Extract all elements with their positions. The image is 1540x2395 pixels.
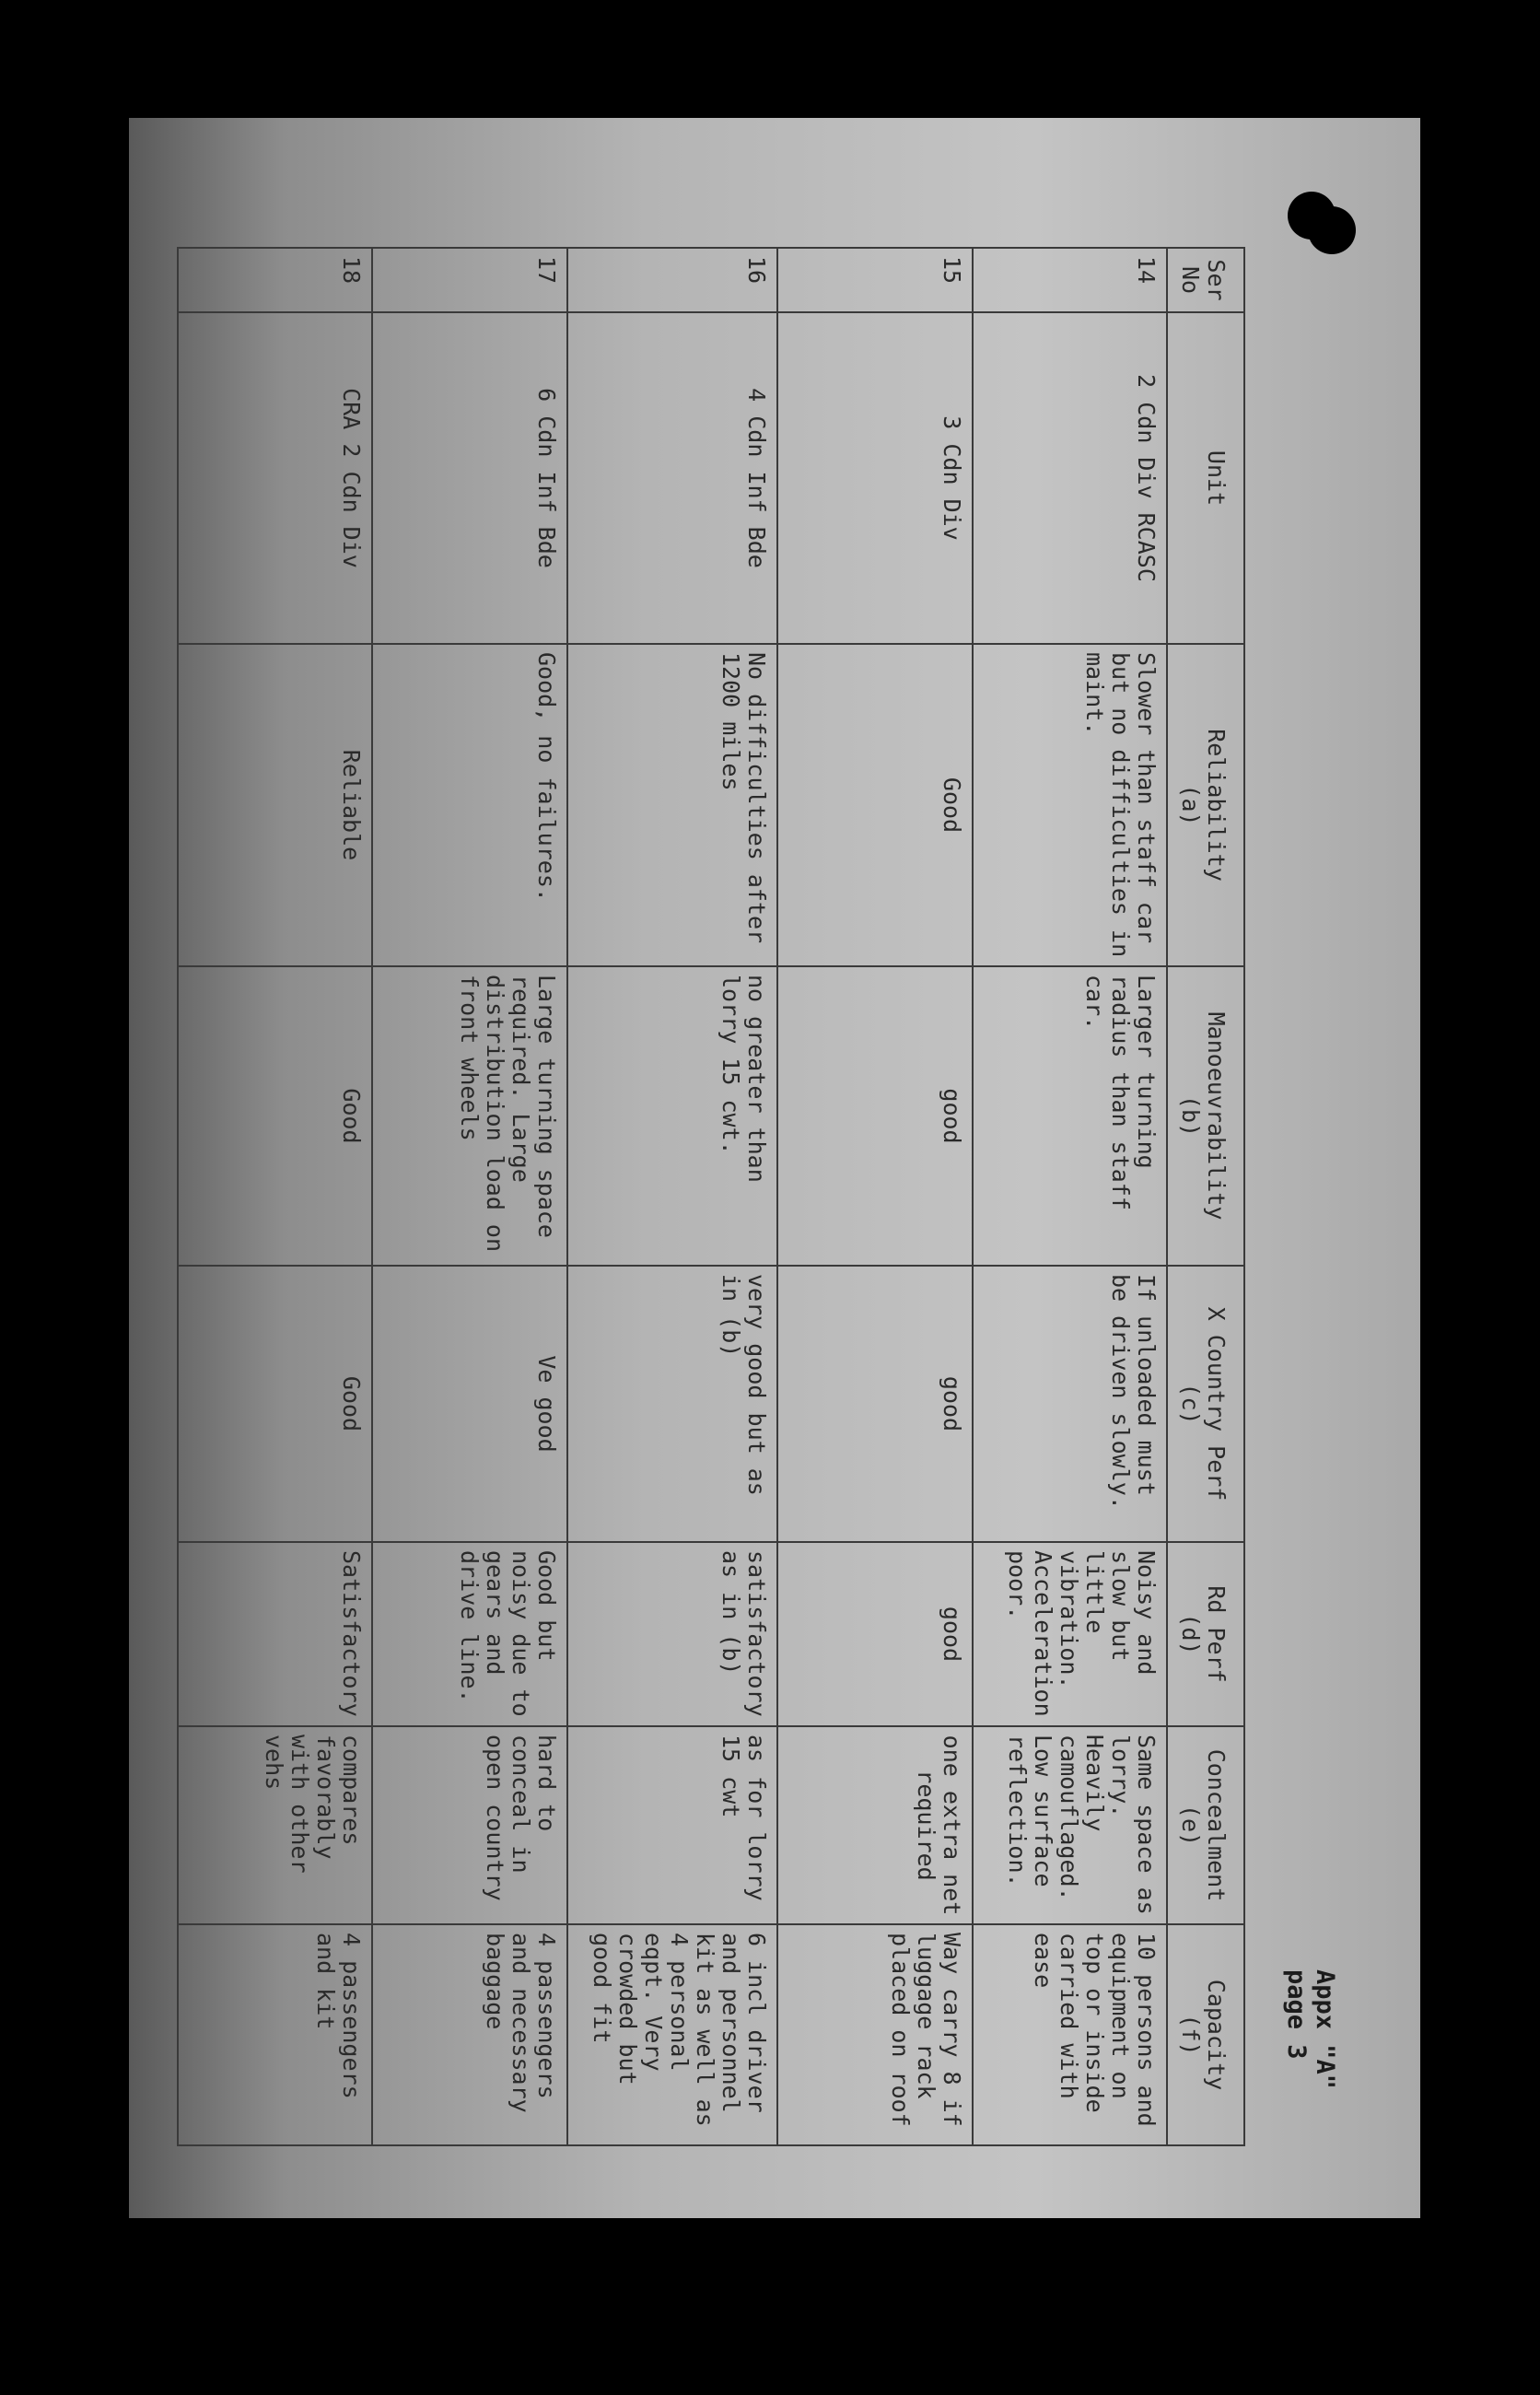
x-country-cell: Good xyxy=(178,1266,372,1542)
manoeuvrability-cell: no greater than lorry 15 cwt. xyxy=(567,966,777,1266)
page-number: page 3 xyxy=(1282,1969,1311,2060)
manoeuvrability-cell: Larger turning radius than staff car. xyxy=(973,966,1167,1266)
rd-perf-cell: satisfactory as in (b) xyxy=(567,1542,777,1726)
header-cell: Capacity (f) xyxy=(1167,1924,1244,2145)
table-row xyxy=(777,248,972,2145)
ser-cell: 16 xyxy=(567,248,777,312)
header-cell: Ser No xyxy=(1167,248,1244,312)
table-row xyxy=(178,248,372,2145)
unit-cell: 4 Cdn Inf Bde xyxy=(567,312,777,644)
unit-cell: 3 Cdn Div xyxy=(777,312,972,644)
x-country-cell: good xyxy=(777,1266,972,1542)
document-sheet xyxy=(129,118,1420,2218)
concealment-cell: one extra net required xyxy=(777,1726,972,1924)
unit-cell: CRA 2 Cdn Div xyxy=(178,312,372,644)
header-row xyxy=(1167,248,1244,2145)
rotated-page-content xyxy=(129,118,1420,2218)
reliability-cell: Good xyxy=(777,644,972,966)
x-country-cell: Ve good xyxy=(372,1266,566,1542)
reliability-cell: Good, no failures. xyxy=(372,644,566,966)
concealment-cell: hard to conceal in open country xyxy=(372,1726,566,1924)
header-cell: Manoeuvrability (b) xyxy=(1167,966,1244,1266)
table-row xyxy=(973,248,1167,2145)
capacity-cell: 10 persons and equipment on top or inside carried with ease xyxy=(973,1924,1167,2145)
capacity-cell: 4 passengers and necessary baggage xyxy=(372,1924,566,2145)
reliability-cell: Slower than staff car but no difficulties in maint. xyxy=(973,644,1167,966)
annex-label xyxy=(1282,1969,1339,2089)
vehicle-report-table xyxy=(177,247,1245,2146)
concealment-cell: compares favorably with other vehs xyxy=(178,1726,372,1924)
header-cell: Rd Perf (d) xyxy=(1167,1542,1244,1726)
reliability-cell: Reliable xyxy=(178,644,372,966)
unit-cell: 6 Cdn Inf Bde xyxy=(372,312,566,644)
manoeuvrability-cell: good xyxy=(777,966,972,1266)
concealment-cell: Same space as lorry. Heavily camouflaged. Low surface reflection. xyxy=(973,1726,1167,1924)
rd-perf-cell: Noisy and slow but little vibration. Acceleration poor. xyxy=(973,1542,1167,1726)
capacity-cell: Way carry 8 if luggage rack placed on roof xyxy=(777,1924,972,2145)
header-cell: Concealment (e) xyxy=(1167,1726,1244,1924)
x-country-cell: If unloaded must be driven slowly. xyxy=(973,1266,1167,1542)
header-cell: X Country Perf (c) xyxy=(1167,1266,1244,1542)
table-row xyxy=(372,248,566,2145)
header-cell: Unit xyxy=(1167,312,1244,644)
capacity-cell: 4 passengers and kit xyxy=(178,1924,372,2145)
table-row xyxy=(567,248,777,2145)
ser-cell: 18 xyxy=(178,248,372,312)
ser-cell: 17 xyxy=(372,248,566,312)
manoeuvrability-cell: Good xyxy=(178,966,372,1266)
manoeuvrability-cell: Large turning space required. Large distribution load on front wheels xyxy=(372,966,566,1266)
x-country-cell: very good but as in (b) xyxy=(567,1266,777,1542)
unit-cell: 2 Cdn Div RCASC xyxy=(973,312,1167,644)
rd-perf-cell: Satisfactory xyxy=(178,1542,372,1726)
reliability-cell: No difficulties after 1200 miles xyxy=(567,644,777,966)
rd-perf-cell: good xyxy=(777,1542,972,1726)
ser-cell: 14 xyxy=(973,248,1167,312)
concealment-cell: as for lorry 15 cwt xyxy=(567,1726,777,1924)
rd-perf-cell: Good but noisy due to gears and drive line. xyxy=(372,1542,566,1726)
header-cell: Reliability (a) xyxy=(1167,644,1244,966)
ser-cell: 15 xyxy=(777,248,972,312)
capacity-cell: 6 incl driver and personnel kit as well as 4 personal eqpt. Very crowded but good fit xyxy=(567,1924,777,2145)
annex-line: Appx "A" xyxy=(1311,1969,1339,2090)
